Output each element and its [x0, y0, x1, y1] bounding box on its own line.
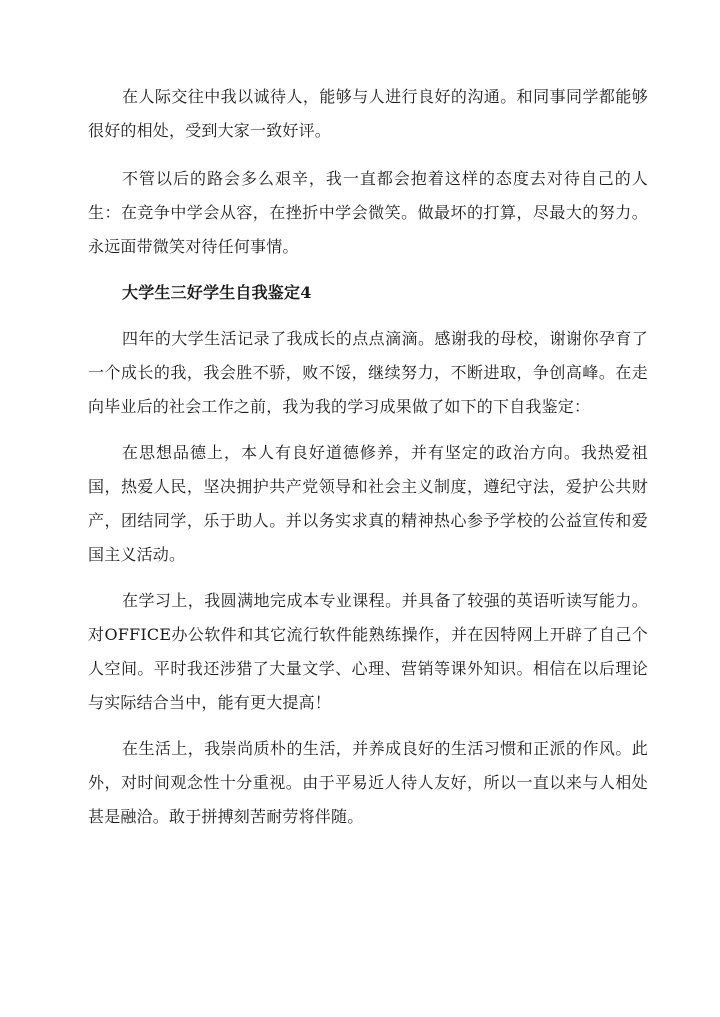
paragraph-life: 在生活上，我崇尚质朴的生活，并养成良好的生活习惯和正派的作风。此外，对时间观念性十分重视。由于平易近人待人友好，所以一直以来与人相处甚是融洽。敢于拼搏刻苦耐劳将伴随。	[88, 739, 648, 826]
section-heading: 大学生三好学生自我鉴定4	[122, 283, 312, 302]
paragraph-intro: 四年的大学生活记录了我成长的点点滴滴。感谢我的母校，谢谢你孕育了一个成长的我，我会胜不骄，败不馁，继续努力，不断进取，争创高峰。在走向毕业后的社会工作之前，我为我的学习成果做了如下的下自我鉴定：	[88, 329, 648, 416]
paragraph-communication: 在人际交往中我以诚待人，能够与人进行良好的沟通。和同事同学都能够很好的相处，受到大家一致好评。	[88, 87, 648, 140]
document-page	[88, 80, 648, 834]
paragraph-morality: 在思想品德上，本人有良好道德修养，并有坚定的政治方向。我热爱祖国，热爱人民，坚决拥护共产党领导和社会主义制度，遵纪守法，爱护公共财产，团结同学，乐于助人。并以务实求真的精神热心参予学校的公益宣传和爱国主义活动。	[88, 443, 648, 564]
paragraph-attitude: 不管以后的路会多么艰辛，我一直都会抱着这样的态度去对待自己的人生：在竞争中学会从容，在挫折中学会微笑。做最坏的打算，尽最大的努力。永远面带微笑对待任何事情。	[88, 169, 648, 256]
paragraph-study: 在学习上，我圆满地完成本专业课程。并具备了较强的英语听读写能力。对OFFICE办公软件和其它流行软件能熟练操作，并在因特网上开辟了自己个人空间。平时我还涉猎了大量文学、心理、营销等课外知识。相信在以后理论与实际结合当中，能有更大提高！	[88, 591, 648, 712]
